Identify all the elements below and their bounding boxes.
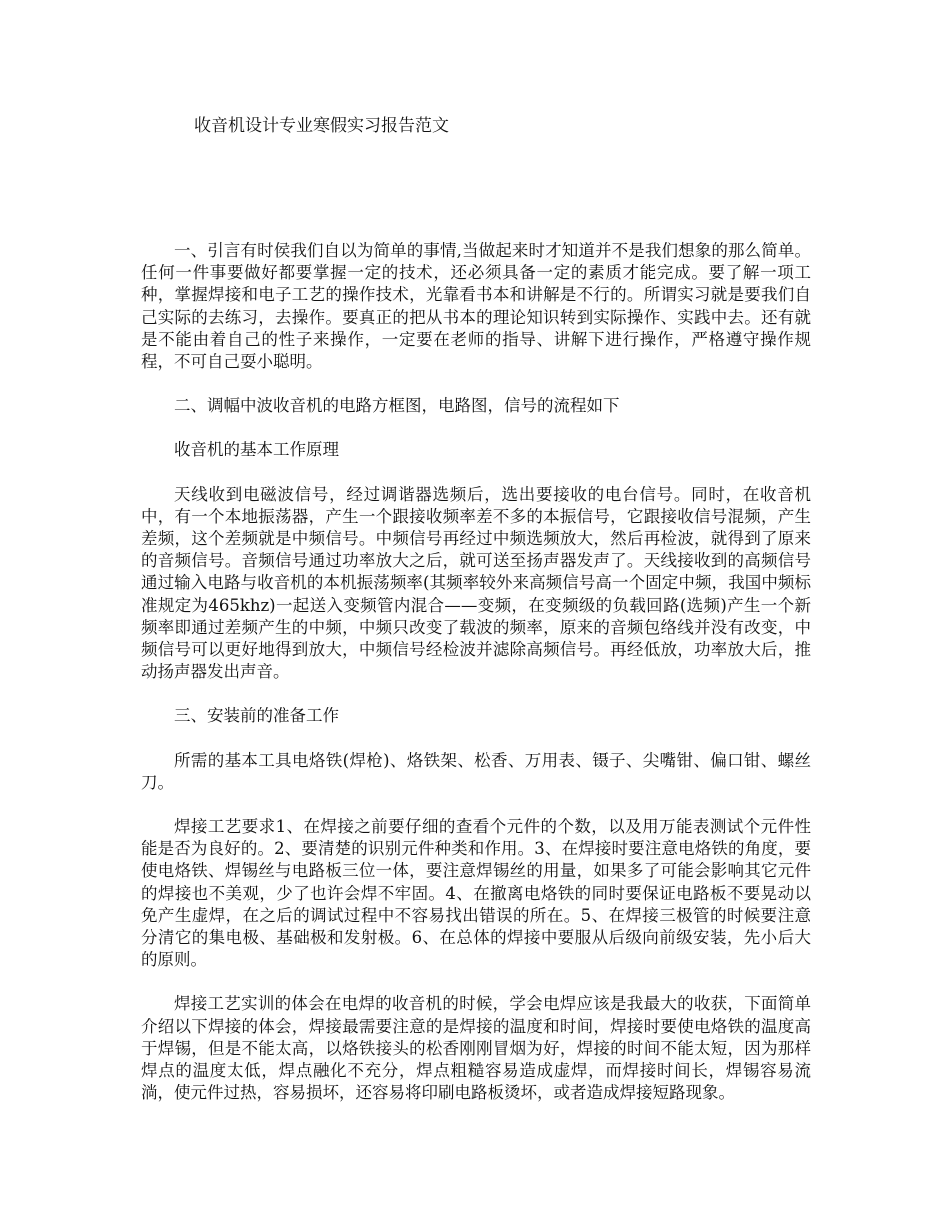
paragraph-introduction: 一、引言有时侯我们自以为简单的事情,当做起来时才知道并不是我们想象的那么简单。任何一件事要做好都要掌握一定的技术，还必须具备一定的素质才能完成。要了解一项工种，掌握焊接和电子工艺的操作技术，光靠看书本和讲解是不行的。所谓实习就是要我们自己实际的去练习，去操作。要真正的把从书本的理论知识转到实际操作、实践中去。还有就是不能由着自己的性子来操作，一定要在老师的指导、讲解下进行操作，严格遵守操作规程，不可自己耍小聪明。 — [141, 241, 811, 372]
document-title: 收音机设计专业寒假实习报告范文 — [194, 116, 449, 136]
paragraph-tools: 所需的基本工具电烙铁(焊枪)、烙铁架、松香、万用表、镊子、尖嘴钳、偏口钳、螺丝刀。 — [141, 750, 811, 792]
document-body — [141, 240, 811, 1127]
paragraph-welding-requirements: 焊接工艺要求1、在焊接之前要仔细的查看个元件的个数，以及用万能表测试个元件性能是否为良好的。2、要清楚的识别元件种类和作用。3、在焊接时要注意电烙铁的角度，要使电烙铁、焊锡丝与电路板三位一体，要注意焊锡丝的用量，如果多了可能会影响其它元件的焊接也不美观，少了也许会焊不牢固。4、在撤离电烙铁的同时要保证电路板不要晃动以免产生虚焊，在之后的调试过程中不容易找出错误的所在。5、在焊接三极管的时候要注意分清它的集电极、基础极和发射极。6、在总体的焊接中要服从后级向前级安装，先小后大的原则。 — [141, 817, 811, 970]
subheading-working-principle: 收音机的基本工作原理 — [174, 440, 339, 460]
section-heading-preparation: 三、安装前的准备工作 — [174, 706, 339, 726]
paragraph-welding-experience: 焊接工艺实训的体会在电焊的收音机的时候，学会电焊应该是我最大的收获，下面简单介绍以下焊接的体会，焊接最需要注意的是焊接的温度和时间，焊接时要使电烙铁的温度高于焊锡，但是不能太高，以烙铁接头的松香刚刚冒烟为好，焊接的时间不能太短，因为那样焊点的温度太低，焊点融化不充分，焊点粗糙容易造成虚焊，而焊接时间长，焊锡容易流淌，使元件过热，容易损坏，还容易将印刷电路板烫坏，或者造成焊接短路现象。 — [141, 994, 811, 1103]
section-heading-circuit: 二、调幅中波收音机的电路方框图，电路图，信号的流程如下 — [174, 396, 620, 416]
paragraph-working-principle: 天线收到电磁波信号，经过调谐器选频后，选出要接收的电台信号。同时，在收音机中，有一个本地振荡器，产生一个跟接收频率差不多的本振信号，它跟接收信号混频，产生差频，这个差频就是中频信号。中频信号再经过中频选频放大，然后再检波，就得到了原来的音频信号。音频信号通过功率放大之后，就可送至扬声器发声了。天线接收到的高频信号通过输入电路与收音机的本机振荡频率(其频率较外来高频信号高一个固定中频，我国中频标准规定为465khz)一起送入变频管内混合——变频，在变频级的负载回路(选频)产生一个新频率即通过差频产生的中频，中频只改变了载波的频率，原来的音频包络线并没有改变，中频信号可以更好地得到放大，中频信号经检波并滤除高频信号。再经低放，功率放大后，推动扬声器发出声音。 — [141, 484, 811, 682]
